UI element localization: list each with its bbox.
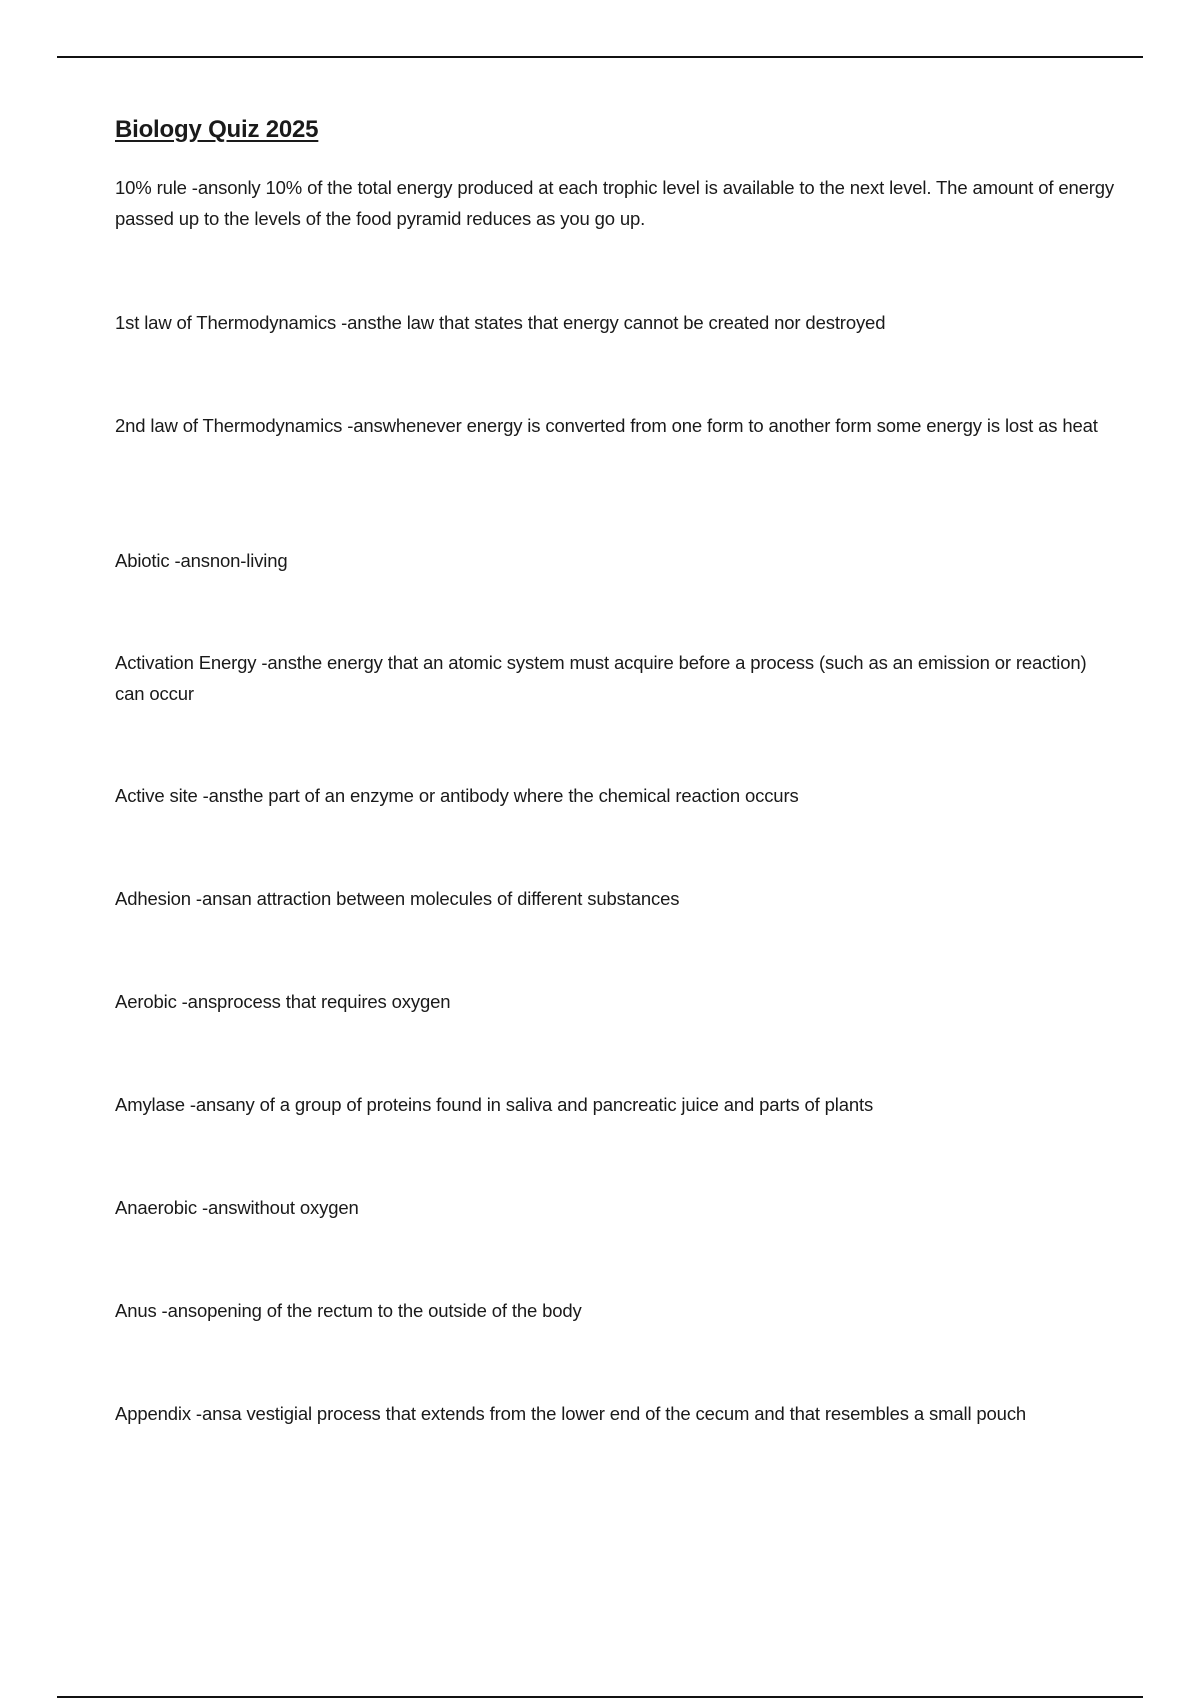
glossary-entry: Abiotic -ansnon-living — [115, 550, 288, 571]
glossary-entry: Anaerobic -answithout oxygen — [115, 1197, 359, 1218]
glossary-entry: Active site -ansthe part of an enzyme or antibody where the chemical reaction occurs — [115, 785, 799, 806]
glossary-entry: 2nd law of Thermodynamics -answhenever energy is converted from one form to another form some energy is lost as heat — [115, 415, 1098, 436]
glossary-entry: 1st law of Thermodynamics -ansthe law that states that energy cannot be created nor destroyed — [115, 312, 886, 333]
glossary-entry: Adhesion -ansan attraction between molecules of different substances — [115, 888, 680, 909]
glossary-entry: Activation Energy -ansthe energy that an atomic system must acquire before a process (such as an emission or reaction) can occur — [115, 652, 1087, 704]
page-title: Biology Quiz 2025 — [115, 116, 319, 143]
glossary-entry: Amylase -ansany of a group of proteins found in saliva and pancreatic juice and parts of plants — [115, 1094, 874, 1115]
glossary-entry: 10% rule -ansonly 10% of the total energy produced at each trophic level is available to the next level. The amount of energy passed up to the levels of the food pyramid reduces as you go up. — [115, 177, 1115, 229]
glossary-entry: Appendix -ansa vestigial process that extends from the lower end of the cecum and that resembles a small pouch — [115, 1403, 1027, 1424]
glossary-entry: Anus -ansopening of the rectum to the outside of the body — [115, 1300, 582, 1321]
glossary-entry: Aerobic -ansprocess that requires oxygen — [115, 991, 451, 1012]
top-divider — [57, 56, 1143, 58]
bottom-divider — [57, 1696, 1143, 1698]
